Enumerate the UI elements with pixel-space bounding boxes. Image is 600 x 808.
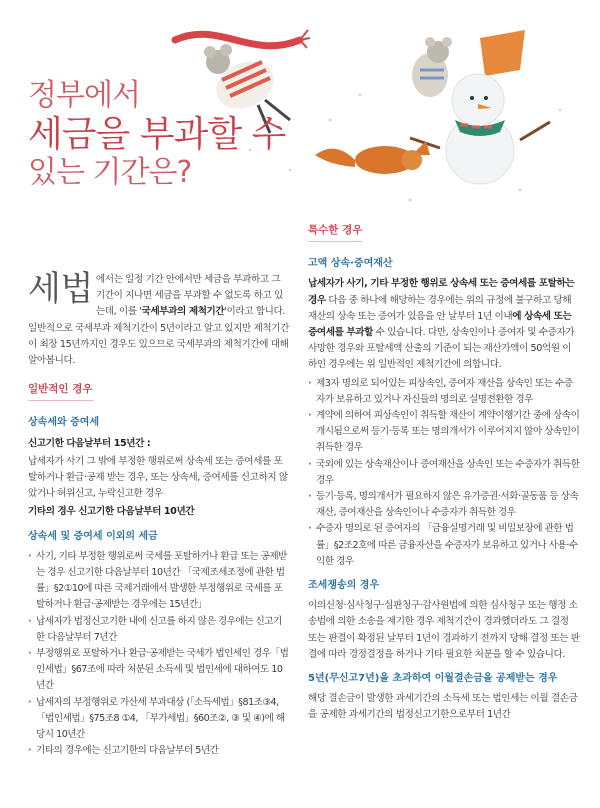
intro-highlight: 국세부과의 제척기간	[141, 306, 225, 318]
other-taxes-heading: 상속세 및 증여세 이외의 세금	[28, 530, 158, 542]
dispute-text: 이의신청·심사청구·심판청구·감사원법에 의한 심사청구 또는 행정 소송법에 의한 소송을 제기한 경우 제척기간이 경과했더라도 그 결정 또는 판결이 확정된 날부터 1년이 경과하기 전까지 당해 결정 또는 판결에 따라 경정결정을 하거나 기타 필요한 처분을 할 수 있습니다.	[308, 600, 580, 660]
list-item: · 기타의 경우에는 신고기한의 다음날부터 5년간	[28, 743, 290, 759]
fox-figure	[315, 141, 430, 174]
intro-dropcap: 세법	[28, 269, 93, 309]
dispute-heading: 조세쟁송의 경우	[308, 580, 380, 592]
high-value-text-a: 다음 중 하나에 해당하는 경우에는 위의 규정에 불구하고 당해 재산의 상속 또는 증여가 있음을 안 날부터 1년 이내	[308, 294, 572, 322]
left-column	[28, 269, 290, 759]
high-value-bold-a: 납세자가 사기, 기타 부정한 행위로 상속세 또는 증여세를 포탈하는 경우	[308, 278, 575, 306]
intro-text-a: 에서는 일정 기간 안에서만 세금을 부과하고 그 기간이 지나면 세금을 부과할 수 없도록 하고 있는데, 이를 '	[95, 274, 283, 318]
page-title	[28, 80, 285, 189]
list-item: · 납세자가 법정신고기한 내에 신고를 하지 않은 경우에는 신고기한 다음날부터 7년간	[28, 614, 290, 646]
high-value-paragraph	[308, 276, 580, 373]
list-item: · 부정행위로 포탈하거나 환급·공제받는 국세가 법인세인 경우「법인세법」§67조에 따라 처분된 소득세 및 법인세에 대하여도 10년간	[28, 646, 290, 695]
title-line-2: 세금을 부과할 수	[28, 113, 286, 155]
intro-paragraph	[28, 269, 290, 369]
title-line-1: 정부에서	[28, 78, 140, 113]
inheritance-heading: 상속세와 증여세	[28, 417, 100, 429]
general-heading: 일반적인 경우	[28, 381, 93, 401]
special-heading: 특수한 경우	[308, 222, 362, 242]
list-item: · 사기, 기타 부정한 행위로써 국세를 포탈하거나 환급 또는 공제받는 경우 신고기한 다음날부터 10년간 「국제조세조정에 관한 법률」§2①10에 따른 국제거래에서 발생한 부정행위로 국세를 포탈하거나 환급·공제받는 경우에는 15년간」	[28, 549, 290, 614]
high-value-bold-b: 에 상속세 또는 증여세를 부과할	[308, 310, 572, 339]
mouse-figure-right	[412, 37, 452, 97]
inheritance-line-3: 기타의 경우 신고기한 다음날부터 10년간	[28, 506, 195, 518]
list-item: · 납세자의 부정행위로 가산세 부과대상 (「소득세법」§81조③4, 「법인세법」§75조8 ①4, 「부가세법」§60조②, ③ 및 ④)에 해당시 10년간	[28, 695, 290, 744]
inheritance-line-1: 신고기한 다음날부터 15년간 :	[28, 437, 151, 449]
loss-heading: 5년(무신고7년)을 초과하여 이월결손금을 공제받는 경우	[308, 673, 558, 685]
list-item: · 제3자 명의로 되어있는 피상속인, 증여자 재산을 상속인 또는 수증자가 보유하고 있거나 자신들의 명의로 실명전환한 경우	[308, 376, 580, 408]
title-line-3: 있는 기간은?	[28, 155, 192, 191]
loss-text: 해당 결손금이 발생한 과세기간의 소득세 또는 법인세는 이월 결손금을 공제한 과세기간의 법정신고기한으로부터 1년간	[308, 693, 578, 721]
other-taxes-list	[28, 549, 290, 760]
list-item: · 계약에 의하여 피상속인이 취득할 재산이 계약이행기간 중에 상속이 개시됨으로써 등기·등록 또는 명의개서가 이루어지지 않아 상속인이 취득한 경우	[308, 408, 580, 457]
high-value-heading: 고액 상속·증여재산	[308, 258, 393, 270]
intro-text-b: '이라고 합니다. 일반적으로 국세부과 제척기간이 5년이라고 알고 있지만 제척기간이 최장 15년까지인 경우도 있으므로 국세부과의 제척기간에 대해 알아봅니다.	[28, 306, 290, 367]
high-value-list	[308, 376, 580, 570]
inheritance-line-2: 납세자가 사기 그 밖에 부정한 행위로써 상속세 또는 증여세를 포탈하거나 환급·공제 받는 경우, 또는 상속세, 증여세를 신고하지 않았거나 허위신고, 누락신고한 경우	[28, 455, 288, 500]
list-item: · 등기·등록, 명의개서가 필요하지 않은 유가증권·서화·골동품 등 상속재산, 증여재산을 상속인이나 수증자가 취득한 경우	[308, 489, 580, 521]
list-item: · 수증자 명의로 된 증여자의 「금융실명거래 및 비밀보장에 관한 법률」§2조2호에 따른 금융자산을 수증자가 보유하고 있거나 사용·수익한 경우	[308, 521, 580, 570]
high-value-text-b: 수 있습니다. 다만, 상속인이나 증여자 및 수증자가 사망한 경우와 포탈세액 산출의 기준이 되는 재산가액이 50억원 이하인 경우에는 위 일반적인 제척기간에 의합니다.	[308, 327, 575, 371]
right-column	[308, 222, 580, 726]
list-item: · 국외에 있는 상속재산이나 증여재산을 상속인 또는 수증자가 취득한 경우	[308, 457, 580, 489]
